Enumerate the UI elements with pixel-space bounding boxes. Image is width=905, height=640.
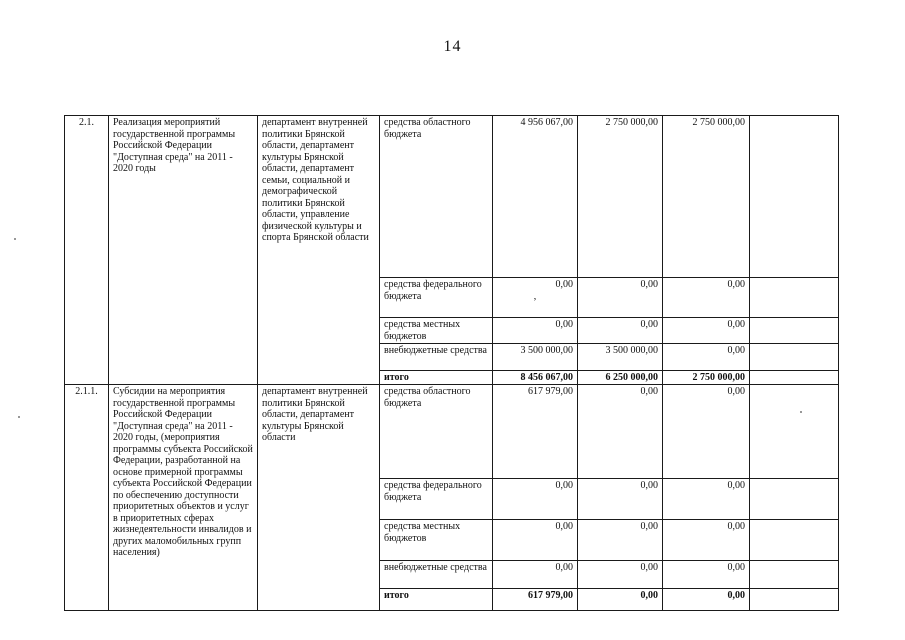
funding-source: средства местных бюджетов — [380, 520, 493, 561]
empty-cell — [750, 385, 839, 479]
amount-cell: 0,00 — [578, 561, 663, 589]
empty-cell — [750, 520, 839, 561]
amount-cell: 0,00 — [663, 385, 750, 479]
amount-cell: 3 500 000,00 — [493, 344, 578, 371]
empty-cell — [750, 371, 839, 385]
funding-source: внебюджетные средства — [380, 561, 493, 589]
amount-cell: 4 956 067,00 — [493, 116, 578, 278]
amount-cell: 0,00 — [663, 344, 750, 371]
total-amount: 6 250 000,00 — [578, 371, 663, 385]
total-amount: 8 456 067,00 — [493, 371, 578, 385]
amount-cell: 0,00 — [578, 520, 663, 561]
amount-cell: 0,00 — [663, 318, 750, 344]
amount-value: 0,00 — [555, 279, 573, 290]
amount-cell: 0,00 — [663, 278, 750, 318]
amount-cell: 0,00 — [578, 318, 663, 344]
funding-source: внебюджетные средства — [380, 344, 493, 371]
total-amount: 2 750 000,00 — [663, 371, 750, 385]
funding-source: средства областного бюджета — [380, 385, 493, 479]
amount-cell: 2 750 000,00 — [663, 116, 750, 278]
total-amount: 0,00 — [578, 589, 663, 611]
amount-cell: 0,00 — [663, 520, 750, 561]
funding-source: средства областного бюджета — [380, 116, 493, 278]
amount-cell: 617 979,00 — [493, 385, 578, 479]
funding-source: средства федерального бюджета — [380, 278, 493, 318]
total-amount: 0,00 — [663, 589, 750, 611]
row-code: 2.1. — [65, 116, 109, 385]
amount-cell: 0,00 — [578, 479, 663, 520]
funding-source-total: итого — [380, 589, 493, 611]
empty-cell — [750, 561, 839, 589]
measure-name: Субсидии на мероприятия государственной программы Российской Федерации "Доступная среда" на 2011 - 2020 годы, (мероприятия программы субъекта Российской Федерации, разработанной на основе примерной программы субъекта Российской Федерации по обеспечению доступности приоритетных объектов и услуг в приоритетных сферах жизнедеятельности инвалидов и других маломобильных групп населения) — [109, 385, 258, 611]
amount-cell: 0,00 — [493, 520, 578, 561]
empty-cell — [750, 344, 839, 371]
amount-cell: 0,00 — [493, 479, 578, 520]
empty-cell — [750, 116, 839, 278]
scan-speck — [14, 238, 16, 240]
page-number: 14 — [443, 38, 462, 55]
amount-cell: 0,00 — [493, 318, 578, 344]
amount-cell: 0,00 — [663, 561, 750, 589]
measure-name: Реализация мероприятий государственной программы Российской Федерации "Доступная среда" на 2011 - 2020 годы — [109, 116, 258, 385]
scan-speck — [800, 411, 802, 413]
empty-cell — [750, 278, 839, 318]
stray-mark: , — [533, 290, 537, 302]
funding-source: средства местных бюджетов — [380, 318, 493, 344]
amount-cell — [493, 278, 578, 318]
amount-cell: 2 750 000,00 — [578, 116, 663, 278]
amount-cell: 3 500 000,00 — [578, 344, 663, 371]
amount-cell: 0,00 — [578, 385, 663, 479]
empty-cell — [750, 479, 839, 520]
executor: департамент внутренней политики Брянской области, департамент культуры Брянской области — [258, 385, 380, 611]
amount-cell: 0,00 — [493, 561, 578, 589]
amount-cell: 0,00 — [663, 479, 750, 520]
budget-table — [64, 115, 839, 611]
table-row — [65, 385, 839, 479]
empty-cell — [750, 318, 839, 344]
table-row — [65, 116, 839, 278]
funding-source-total: итого — [380, 371, 493, 385]
scan-speck — [18, 416, 20, 418]
row-code: 2.1.1. — [65, 385, 109, 611]
funding-source: средства федерального бюджета — [380, 479, 493, 520]
amount-cell: 0,00 — [578, 278, 663, 318]
empty-cell — [750, 589, 839, 611]
total-amount: 617 979,00 — [493, 589, 578, 611]
executor: департамент внутренней политики Брянской области, департамент культуры Брянской области, департамент семьи, социальной и демографической политики Брянской области, управление физической культуры и спорта Брянской области — [258, 116, 380, 385]
